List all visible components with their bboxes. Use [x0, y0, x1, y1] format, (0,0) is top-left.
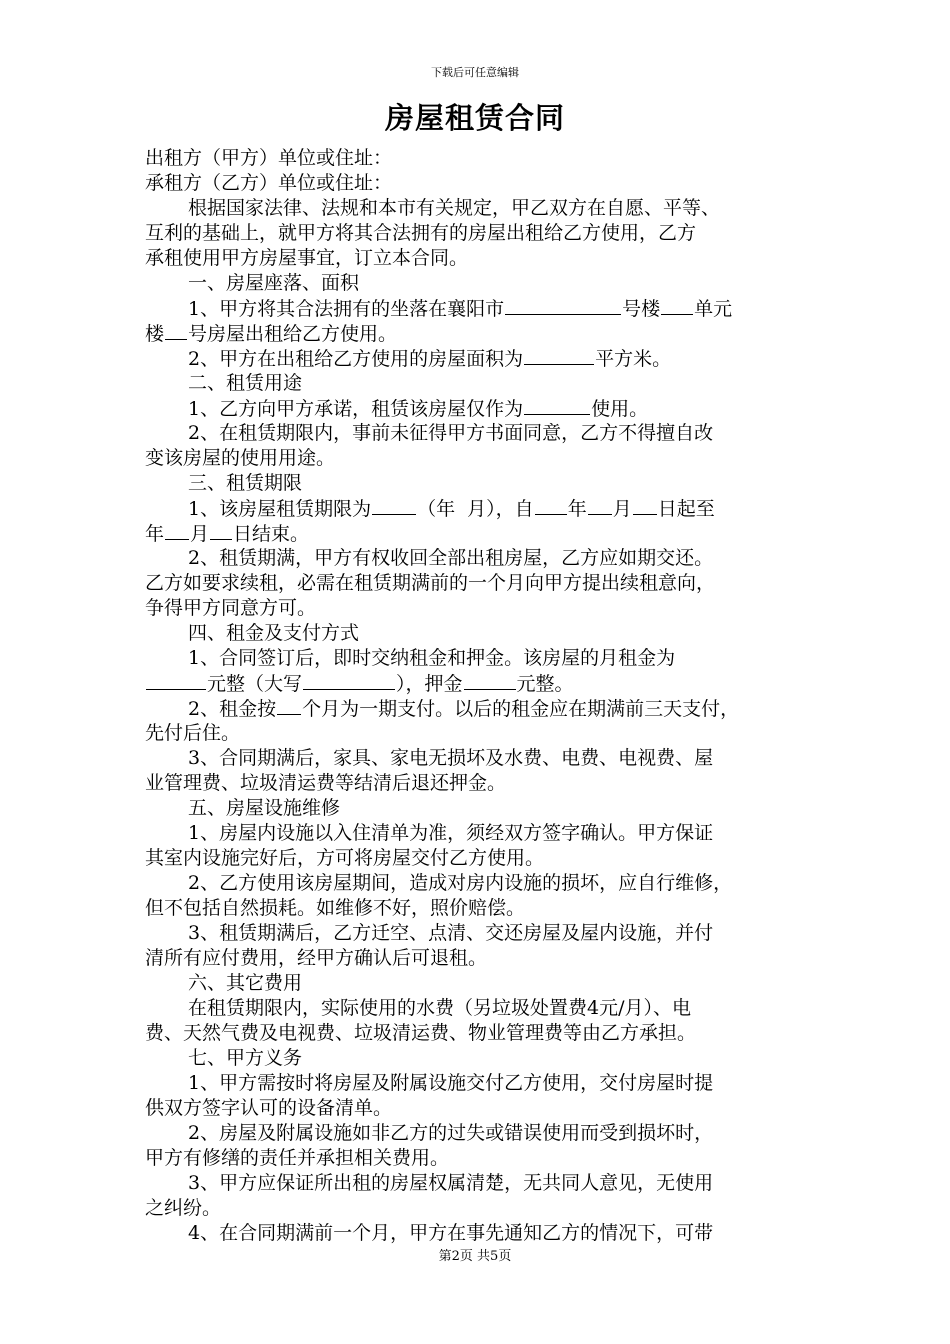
section-heading: 七、甲方义务 [188, 1047, 303, 1069]
paragraph-line: 之纠纷。 [145, 1197, 222, 1219]
paragraph-line: 供双方签字认可的设备清单。 [145, 1097, 393, 1119]
text-segment: 年 [567, 498, 587, 520]
blank-rent-amount [146, 671, 206, 690]
blank-start-day [633, 496, 657, 515]
blank-end-month [165, 521, 189, 540]
paragraph-line [145, 346, 807, 371]
paragraph-line: 根据国家法律、法规和本市有关规定，甲乙双方在自愿、平等、 [188, 197, 721, 219]
text-segment: 楼 [145, 323, 165, 345]
section-heading: 六、其它费用 [188, 972, 303, 994]
blank-start-month [588, 496, 612, 515]
lessee-line: 承租方（乙方）单位或住址： [145, 172, 393, 194]
blank-start-year [535, 496, 567, 515]
paragraph-line: 乙方如要求续租，必需在租赁期满前的一个月向甲方提出续租意向， [145, 572, 716, 594]
paragraph-line [145, 696, 807, 721]
text-segment: 使用。 [591, 398, 649, 420]
text-segment: 单元 [694, 298, 733, 320]
section-heading: 二、租赁用途 [188, 372, 303, 394]
paragraph-line [145, 521, 807, 546]
blank-term [372, 496, 416, 515]
text-segment: 元整（大写 [207, 673, 303, 695]
blank-room [165, 321, 187, 340]
paragraph-line [145, 671, 807, 696]
paragraph-line: 3、甲方应保证所出租的房屋权属清楚，无共同人意见，无使用 [188, 1172, 714, 1194]
paragraph-line [145, 321, 807, 346]
paragraph-line: 3、租赁期满后，乙方迁空、点清、交还房屋及屋内设施，并付 [188, 922, 714, 944]
text-segment: 个月为一期支付。以后的租金应在期满前三天支付， [302, 698, 740, 720]
document-title: 房屋租赁合同 [384, 101, 565, 135]
paragraph-line: 1、甲方需按时将房屋及附属设施交付乙方使用，交付房屋时提 [188, 1072, 714, 1094]
paragraph-line: 承租使用甲方房屋事宜，订立本合同。 [145, 247, 469, 269]
blank-building [661, 296, 693, 315]
paragraph-line: 其室内设施完好后，方可将房屋交付乙方使用。 [145, 847, 545, 869]
paragraph-line: 业管理费、垃圾清运费等结清后退还押金。 [145, 772, 507, 794]
blank-end-day [210, 521, 232, 540]
paragraph-line: 在租赁期限内，实际使用的水费（另垃圾处置费4元/月）、电 [188, 997, 691, 1019]
paragraph-line: 变该房屋的使用用途。 [145, 447, 336, 469]
paragraph-line: 2、租赁期满，甲方有权收回全部出租房屋，乙方应如期交还。 [188, 547, 714, 569]
paragraph-line: 互利的基础上，就甲方将其合法拥有的房屋出租给乙方使用，乙方 [145, 222, 697, 244]
paragraph-line: 2、房屋及附属设施如非乙方的过失或错误使用而受到损坏时， [188, 1122, 714, 1144]
paragraph-line: 1、房屋内设施以入住清单为准，须经双方签字确认。甲方保证 [188, 822, 714, 844]
text-segment: 2、甲方在出租给乙方使用的房屋面积为 [188, 348, 524, 370]
blank-address [505, 296, 621, 315]
paragraph-line: 2、在租赁期限内，事前未征得甲方书面同意，乙方不得擅自改 [188, 422, 714, 444]
paragraph-line: 先付后住。 [145, 722, 241, 744]
text-segment: 日结束。 [233, 523, 310, 545]
text-segment: 日起至 [657, 498, 715, 520]
text-segment: 号楼 [622, 298, 661, 320]
header-note: 下载后可任意编辑 [431, 66, 519, 79]
lessor-line: 出租方（甲方）单位或住址： [145, 147, 393, 169]
text-segment: 平方米。 [595, 348, 672, 370]
section-heading: 五、房屋设施维修 [188, 797, 341, 819]
blank-deposit [464, 671, 516, 690]
section-heading: 三、租赁期限 [188, 472, 303, 494]
paragraph-line: 但不包括自然损耗。如维修不好，照价赔偿。 [145, 897, 526, 919]
paragraph-line: 清所有应付费用，经甲方确认后可退租。 [145, 947, 488, 969]
blank-period [277, 696, 301, 715]
paragraph-line: 1、合同签订后，即时交纳租金和押金。该房屋的月租金为 [188, 647, 676, 669]
text-segment: （年 月），自 [417, 498, 534, 520]
paragraph-line [145, 496, 807, 521]
blank-usage [524, 396, 590, 415]
text-segment: 2、租金按 [188, 698, 277, 720]
text-segment: 月 [190, 523, 210, 545]
paragraph-line: 2、乙方使用该房屋期间，造成对房内设施的损坏，应自行维修， [188, 872, 733, 894]
text-segment: 1、乙方向甲方承诺，租赁该房屋仅作为 [188, 398, 524, 420]
blank-rent-words [303, 671, 395, 690]
text-segment: ），押金 [396, 673, 463, 695]
section-heading: 四、租金及支付方式 [188, 622, 360, 644]
paragraph-line: 甲方有修缮的责任并承担相关费用。 [145, 1147, 450, 1169]
section-heading: 一、房屋座落、面积 [188, 272, 360, 294]
text-segment: 号房屋出租给乙方使用。 [188, 323, 398, 345]
paragraph-line [145, 396, 807, 421]
text-segment: 元整。 [516, 673, 574, 695]
text-segment: 月 [612, 498, 632, 520]
paragraph-line: 费、天然气费及电视费、垃圾清运费、物业管理费等由乙方承担。 [145, 1022, 697, 1044]
paragraph-line: 争得甲方同意方可。 [145, 597, 317, 619]
contract-body [145, 146, 807, 1246]
text-segment: 1、甲方将其合法拥有的坐落在襄阳市 [188, 298, 505, 320]
page-number: 第2页 共5页 [438, 1249, 512, 1264]
text-segment: 1、该房屋租赁期限为 [188, 498, 372, 520]
paragraph-line: 3、合同期满后，家具、家电无损坏及水费、电费、电视费、屋 [188, 747, 714, 769]
blank-area [524, 346, 594, 365]
paragraph-line: 4、在合同期满前一个月，甲方在事先通知乙方的情况下，可带 [188, 1222, 714, 1244]
text-segment: 年 [145, 523, 165, 545]
paragraph-line [145, 296, 807, 321]
